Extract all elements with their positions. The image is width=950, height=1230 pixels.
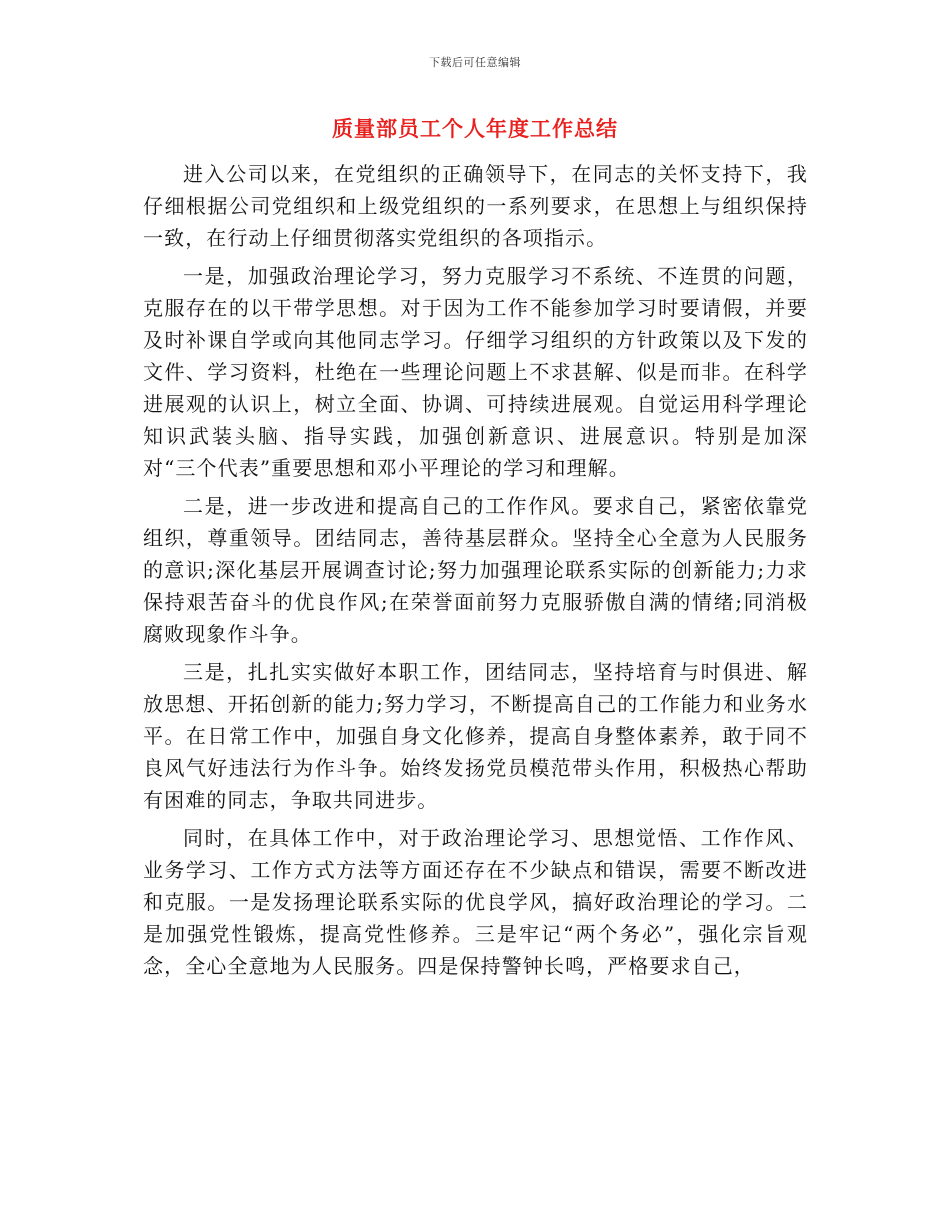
paragraph-shortcomings: 同时，在具体工作中，对于政治理论学习、思想觉悟、工作作风、业务学习、工作方式方法等方面还存在不少缺点和错误，需要不断改进和克服。一是发扬理论联系实际的优良学风，搞好政治理论的学习。二是加强党性锻炼，提高党性修养。三是牢记“两个务必”，强化宗旨观念，全心全意地为人民服务。四是保持警钟长鸣，严格要求自己， [143,826,808,978]
paragraph-third-point: 三是，扎扎实实做好本职工作，团结同志，坚持培育与时俱进、解放思想、开拓创新的能力;努力学习，不断提高自己的工作能力和业务水平。在日常工作中，加强自身文化修养，提高自身整体素养，敢于同不良风气好违法行为作斗争。始终发扬党员模范带头作用，积极热心帮助有困难的同志，争取共同进步。 [143,660,808,812]
paragraph-intro: 进入公司以来，在党组织的正确领导下，在同志的关怀支持下，我仔细根据公司党组织和上级党组织的一系列要求，在思想上与组织保持一致，在行动上仔细贯彻落实党组织的各项指示。 [143,162,808,250]
paragraph-second-point: 二是，进一步改进和提高自己的工作作风。要求自己，紧密依靠党组织，尊重领导。团结同志，善待基层群众。坚持全心全意为人民服务的意识;深化基层开展调查讨论;努力加强理论联系实际的创新能力;力求保持艰苦奋斗的优良作风;在荣誉面前努力克服骄傲自满的情绪;同消极腐败现象作斗争。 [143,494,808,646]
document-title: 质量部员工个人年度工作总结 [332,117,618,141]
document-body [143,158,808,982]
header-note: 下载后可任意编辑 [429,56,521,69]
paragraph-first-point: 一是，加强政治理论学习，努力克服学习不系统、不连贯的问题，克服存在的以干带学思想。对于因为工作不能参加学习时要请假，并要及时补课自学或向其他同志学习。仔细学习组织的方针政策以及下发的文件、学习资料，杜绝在一些理论问题上不求甚解、似是而非。在科学进展观的认识上，树立全面、协调、可持续进展观。自觉运用科学理论知识武装头脑、指导实践，加强创新意识、进展意识。特别是加深对“三个代表”重要思想和邓小平理论的学习和理解。 [143,264,808,480]
